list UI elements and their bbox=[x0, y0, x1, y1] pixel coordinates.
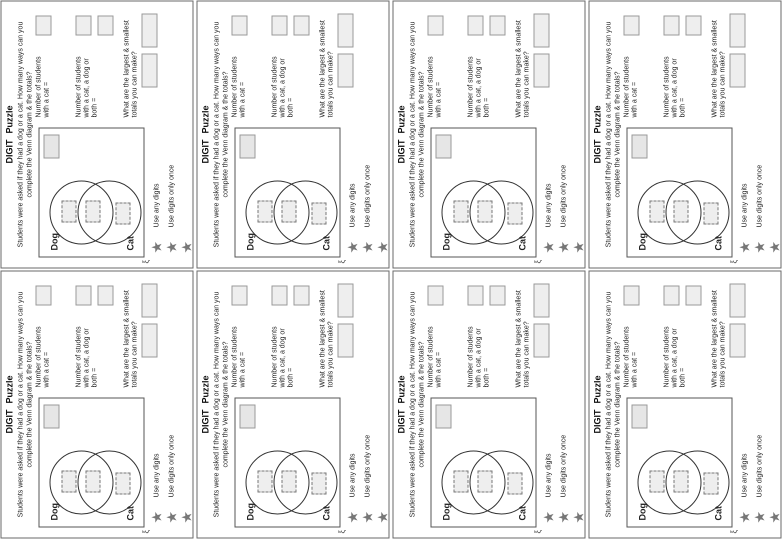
q-total: What are the largest & smallest totals you can make? bbox=[123, 19, 138, 117]
dog-label: Dog bbox=[245, 502, 255, 520]
dog-label: Dog bbox=[245, 232, 255, 250]
answer-box-cat[interactable] bbox=[231, 285, 247, 305]
answer-box-both[interactable] bbox=[271, 285, 287, 305]
star-icon: ★ bbox=[540, 240, 556, 253]
card-title: DIGITPuzzle bbox=[592, 375, 602, 434]
rule-once: Use digits only once bbox=[756, 164, 763, 227]
card-c4 bbox=[588, 0, 781, 268]
answer-largest[interactable] bbox=[533, 53, 549, 87]
card-intro: Students were asked if they had a dog or a cat. How many ways can you complete the Venn diagram & the totals? bbox=[213, 291, 229, 517]
answer-box-both-2[interactable] bbox=[685, 285, 701, 305]
card-c2 bbox=[196, 0, 389, 268]
dog-only-box[interactable] bbox=[257, 470, 272, 492]
answer-smallest[interactable] bbox=[141, 13, 157, 47]
answer-largest[interactable] bbox=[141, 53, 157, 87]
rule-once: Use digits only once bbox=[168, 434, 175, 497]
q-both: Number of students with a cat, a dog or both = bbox=[271, 55, 294, 117]
cat-only-box[interactable] bbox=[311, 202, 326, 224]
q-both: Number of students with a cat, a dog or both = bbox=[75, 325, 98, 387]
universal-set-symbol: ξ bbox=[337, 259, 346, 263]
dog-only-box[interactable] bbox=[649, 200, 664, 222]
star-icon: ★ bbox=[570, 240, 586, 253]
cat-only-box[interactable] bbox=[507, 202, 522, 224]
answer-largest[interactable] bbox=[337, 53, 353, 87]
q-cat: Number of students with a cat = bbox=[35, 325, 50, 387]
card-title: DIGITPuzzle bbox=[396, 105, 406, 164]
dog-only-box[interactable] bbox=[453, 470, 468, 492]
q-total: What are the largest & smallest totals you can make? bbox=[515, 289, 530, 387]
rule-any-digits: Use any digits bbox=[153, 183, 160, 227]
answer-smallest[interactable] bbox=[533, 13, 549, 47]
rule-any-digits: Use any digits bbox=[741, 453, 748, 497]
venn-diagram bbox=[234, 127, 340, 257]
card-title: DIGITPuzzle bbox=[592, 105, 602, 164]
answer-smallest[interactable] bbox=[729, 13, 745, 47]
venn-diagram bbox=[626, 127, 732, 257]
star-icon: ★ bbox=[359, 240, 375, 253]
card-intro: Students were asked if they had a dog or a cat. How many ways can you complete the Venn diagram & the totals? bbox=[605, 21, 621, 247]
q-cat: Number of students with a cat = bbox=[427, 55, 442, 117]
answer-box-cat[interactable] bbox=[231, 15, 247, 35]
dog-label: Dog bbox=[49, 232, 59, 250]
star-icon: ★ bbox=[766, 240, 782, 253]
q-total: What are the largest & smallest totals you can make? bbox=[123, 289, 138, 387]
answer-smallest[interactable] bbox=[729, 283, 745, 317]
venn-diagram bbox=[626, 397, 732, 527]
both-box[interactable] bbox=[673, 470, 688, 492]
star-icon: ★ bbox=[178, 510, 194, 523]
cat-only-box[interactable] bbox=[311, 472, 326, 494]
answer-box-both[interactable] bbox=[75, 285, 91, 305]
rule-any-digits: Use any digits bbox=[545, 453, 552, 497]
cat-label: Cat bbox=[125, 505, 135, 520]
card-title: DIGITPuzzle bbox=[200, 105, 210, 164]
card-c6 bbox=[196, 270, 389, 538]
neither-box[interactable] bbox=[631, 404, 647, 428]
rule-once: Use digits only once bbox=[364, 434, 371, 497]
venn-diagram bbox=[430, 127, 536, 257]
cat-label: Cat bbox=[517, 505, 527, 520]
rule-once: Use digits only once bbox=[756, 434, 763, 497]
universal-set-symbol: ξ bbox=[533, 259, 542, 263]
card-content bbox=[196, 270, 389, 538]
neither-box[interactable] bbox=[43, 404, 59, 428]
answer-box-both-2[interactable] bbox=[293, 15, 309, 35]
star-icon: ★ bbox=[555, 240, 571, 253]
answer-largest[interactable] bbox=[141, 323, 157, 357]
star-icon: ★ bbox=[570, 510, 586, 523]
cat-only-box[interactable] bbox=[703, 202, 718, 224]
card-intro: Students were asked if they had a dog or a cat. How many ways can you complete the Venn diagram & the totals? bbox=[605, 291, 621, 517]
card-title: DIGITPuzzle bbox=[4, 375, 14, 434]
answer-box-both-2[interactable] bbox=[97, 15, 113, 35]
star-icon: ★ bbox=[736, 510, 752, 523]
q-both: Number of students with a cat, a dog or both = bbox=[663, 325, 686, 387]
card-title: DIGITPuzzle bbox=[396, 375, 406, 434]
cat-label: Cat bbox=[321, 235, 331, 250]
answer-box-cat[interactable] bbox=[623, 15, 639, 35]
answer-box-cat[interactable] bbox=[623, 285, 639, 305]
cat-label: Cat bbox=[713, 505, 723, 520]
answer-box-both-2[interactable] bbox=[293, 285, 309, 305]
universal-set-symbol: ξ bbox=[337, 529, 346, 533]
q-both: Number of students with a cat, a dog or both = bbox=[467, 55, 490, 117]
dog-only-box[interactable] bbox=[257, 200, 272, 222]
answer-box-both[interactable] bbox=[75, 15, 91, 35]
star-icon: ★ bbox=[344, 510, 360, 523]
answer-box-both-2[interactable] bbox=[489, 15, 505, 35]
rule-any-digits: Use any digits bbox=[545, 183, 552, 227]
card-content bbox=[0, 0, 193, 268]
both-box[interactable] bbox=[673, 200, 688, 222]
universal-set-symbol: ξ bbox=[729, 259, 738, 263]
card-intro: Students were asked if they had a dog or a cat. How many ways can you complete the Venn diagram & the totals? bbox=[409, 21, 425, 247]
both-box[interactable] bbox=[281, 200, 296, 222]
star-icon: ★ bbox=[751, 510, 767, 523]
card-c1 bbox=[0, 0, 193, 268]
answer-box-both[interactable] bbox=[271, 15, 287, 35]
star-icon: ★ bbox=[178, 240, 194, 253]
q-cat: Number of students with a cat = bbox=[623, 325, 638, 387]
q-total: What are the largest & smallest totals you can make? bbox=[711, 19, 726, 117]
card-c5 bbox=[0, 270, 193, 538]
q-cat: Number of students with a cat = bbox=[35, 55, 50, 117]
both-box[interactable] bbox=[281, 470, 296, 492]
dog-only-box[interactable] bbox=[61, 470, 76, 492]
star-icon: ★ bbox=[163, 240, 179, 253]
card-intro: Students were asked if they had a dog or a cat. How many ways can you complete the Venn diagram & the totals? bbox=[213, 21, 229, 247]
answer-box-both[interactable] bbox=[663, 285, 679, 305]
card-content bbox=[392, 0, 585, 268]
neither-box[interactable] bbox=[435, 134, 451, 158]
answer-box-cat[interactable] bbox=[35, 285, 51, 305]
card-intro: Students were asked if they had a dog or a cat. How many ways can you complete the Venn diagram & the totals? bbox=[17, 291, 33, 517]
dog-label: Dog bbox=[637, 232, 647, 250]
venn-diagram bbox=[38, 397, 144, 527]
card-c7 bbox=[392, 270, 585, 538]
dog-label: Dog bbox=[441, 502, 451, 520]
answer-box-cat[interactable] bbox=[427, 15, 443, 35]
answer-largest[interactable] bbox=[533, 323, 549, 357]
q-both: Number of students with a cat, a dog or both = bbox=[271, 325, 294, 387]
q-total: What are the largest & smallest totals you can make? bbox=[711, 289, 726, 387]
card-content bbox=[588, 0, 781, 268]
rule-any-digits: Use any digits bbox=[741, 183, 748, 227]
answer-box-both[interactable] bbox=[467, 285, 483, 305]
star-icon: ★ bbox=[540, 510, 556, 523]
card-content bbox=[588, 270, 781, 538]
card-content bbox=[196, 0, 389, 268]
card-intro: Students were asked if they had a dog or a cat. How many ways can you complete the Venn diagram & the totals? bbox=[17, 21, 33, 247]
star-icon: ★ bbox=[148, 240, 164, 253]
cat-only-box[interactable] bbox=[703, 472, 718, 494]
card-content bbox=[392, 270, 585, 538]
cat-only-box[interactable] bbox=[115, 472, 130, 494]
answer-box-both[interactable] bbox=[663, 15, 679, 35]
answer-largest[interactable] bbox=[337, 323, 353, 357]
dog-only-box[interactable] bbox=[453, 200, 468, 222]
star-icon: ★ bbox=[766, 510, 782, 523]
answer-box-cat[interactable] bbox=[35, 15, 51, 35]
star-icon: ★ bbox=[736, 240, 752, 253]
answer-smallest[interactable] bbox=[141, 283, 157, 317]
dog-label: Dog bbox=[441, 232, 451, 250]
q-total: What are the largest & smallest totals you can make? bbox=[515, 19, 530, 117]
star-icon: ★ bbox=[163, 510, 179, 523]
neither-box[interactable] bbox=[631, 134, 647, 158]
dog-only-box[interactable] bbox=[61, 200, 76, 222]
star-icon: ★ bbox=[344, 240, 360, 253]
q-cat: Number of students with a cat = bbox=[623, 55, 638, 117]
dog-label: Dog bbox=[49, 502, 59, 520]
neither-box[interactable] bbox=[435, 404, 451, 428]
universal-set-symbol: ξ bbox=[729, 529, 738, 533]
universal-set-symbol: ξ bbox=[141, 259, 150, 263]
q-both: Number of students with a cat, a dog or both = bbox=[75, 55, 98, 117]
answer-smallest[interactable] bbox=[533, 283, 549, 317]
both-box[interactable] bbox=[477, 470, 492, 492]
cat-only-box[interactable] bbox=[507, 472, 522, 494]
star-icon: ★ bbox=[359, 510, 375, 523]
q-cat: Number of students with a cat = bbox=[427, 325, 442, 387]
rule-any-digits: Use any digits bbox=[349, 453, 356, 497]
star-icon: ★ bbox=[374, 240, 390, 253]
q-both: Number of students with a cat, a dog or both = bbox=[467, 325, 490, 387]
rule-any-digits: Use any digits bbox=[349, 183, 356, 227]
answer-box-both-2[interactable] bbox=[489, 285, 505, 305]
both-box[interactable] bbox=[85, 200, 100, 222]
answer-box-cat[interactable] bbox=[427, 285, 443, 305]
both-box[interactable] bbox=[477, 200, 492, 222]
cat-label: Cat bbox=[125, 235, 135, 250]
universal-set-symbol: ξ bbox=[533, 529, 542, 533]
rule-once: Use digits only once bbox=[168, 164, 175, 227]
cat-label: Cat bbox=[517, 235, 527, 250]
universal-set-symbol: ξ bbox=[141, 529, 150, 533]
card-intro: Students were asked if they had a dog or a cat. How many ways can you complete the Venn diagram & the totals? bbox=[409, 291, 425, 517]
answer-box-both-2[interactable] bbox=[97, 285, 113, 305]
answer-smallest[interactable] bbox=[337, 283, 353, 317]
cat-label: Cat bbox=[321, 505, 331, 520]
card-c3 bbox=[392, 0, 585, 268]
q-total: What are the largest & smallest totals you can make? bbox=[319, 289, 334, 387]
neither-box[interactable] bbox=[239, 404, 255, 428]
neither-box[interactable] bbox=[239, 134, 255, 158]
q-both: Number of students with a cat, a dog or both = bbox=[663, 55, 686, 117]
answer-box-both[interactable] bbox=[467, 15, 483, 35]
neither-box[interactable] bbox=[43, 134, 59, 158]
both-box[interactable] bbox=[85, 470, 100, 492]
q-cat: Number of students with a cat = bbox=[231, 55, 246, 117]
card-title: DIGITPuzzle bbox=[200, 375, 210, 434]
q-total: What are the largest & smallest totals you can make? bbox=[319, 19, 334, 117]
card-title: DIGITPuzzle bbox=[4, 105, 14, 164]
cat-label: Cat bbox=[713, 235, 723, 250]
rule-once: Use digits only once bbox=[364, 164, 371, 227]
star-icon: ★ bbox=[555, 510, 571, 523]
rule-once: Use digits only once bbox=[560, 164, 567, 227]
rule-any-digits: Use any digits bbox=[153, 453, 160, 497]
answer-box-both-2[interactable] bbox=[685, 15, 701, 35]
dog-label: Dog bbox=[637, 502, 647, 520]
venn-diagram bbox=[234, 397, 340, 527]
dog-only-box[interactable] bbox=[649, 470, 664, 492]
cat-only-box[interactable] bbox=[115, 202, 130, 224]
star-icon: ★ bbox=[374, 510, 390, 523]
card-c8 bbox=[588, 270, 781, 538]
star-icon: ★ bbox=[148, 510, 164, 523]
q-cat: Number of students with a cat = bbox=[231, 325, 246, 387]
answer-smallest[interactable] bbox=[337, 13, 353, 47]
answer-largest[interactable] bbox=[729, 323, 745, 357]
venn-diagram bbox=[38, 127, 144, 257]
answer-largest[interactable] bbox=[729, 53, 745, 87]
venn-diagram bbox=[430, 397, 536, 527]
rule-once: Use digits only once bbox=[560, 434, 567, 497]
card-content bbox=[0, 270, 193, 538]
star-icon: ★ bbox=[751, 240, 767, 253]
